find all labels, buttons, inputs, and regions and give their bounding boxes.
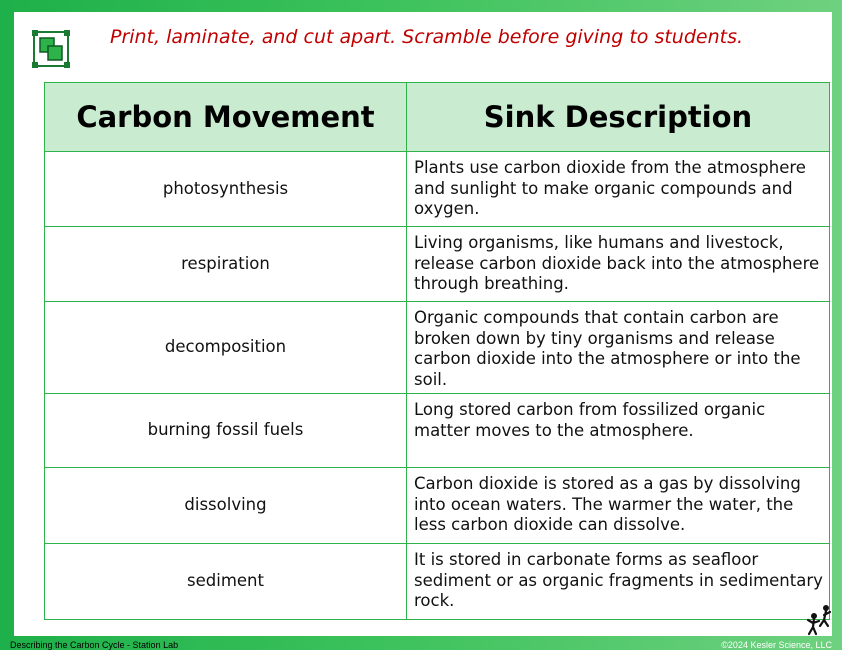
table-row: [45, 468, 830, 544]
table-row: [45, 544, 830, 620]
kesler-logo-icon: [32, 30, 70, 68]
table-row: [45, 394, 830, 468]
movement-cell: decomposition: [45, 302, 407, 394]
table-row: [45, 302, 830, 394]
column-header-carbon-movement: Carbon Movement: [45, 83, 407, 152]
footer-title: Describing the Carbon Cycle - Station Lab: [10, 640, 179, 650]
table-row: [45, 152, 830, 227]
carbon-sink-table: [44, 82, 830, 620]
table-row: [45, 227, 830, 302]
description-cell: Living organisms, like humans and livestock, release carbon dioxide back into the atmosphere through breathing.: [407, 227, 830, 302]
students-climbing-icon: [804, 604, 834, 636]
table-header-row: [45, 83, 830, 152]
description-cell: Plants use carbon dioxide from the atmosphere and sunlight to make organic compounds and oxygen.: [407, 152, 830, 227]
description-cell: Carbon dioxide is stored as a gas by dissolving into ocean waters. The warmer the water, the less carbon dioxide can dissolve.: [407, 468, 830, 544]
movement-cell: respiration: [45, 227, 407, 302]
description-cell: It is stored in carbonate forms as seafloor sediment or as organic fragments in sedimentary rock.: [407, 544, 830, 620]
movement-cell: dissolving: [45, 468, 407, 544]
movement-cell: photosynthesis: [45, 152, 407, 227]
description-cell: Long stored carbon from fossilized organic matter moves to the atmosphere.: [407, 394, 830, 468]
column-header-sink-description: Sink Description: [407, 83, 830, 152]
description-cell: Organic compounds that contain carbon are broken down by tiny organisms and release carbon dioxide into the atmosphere or into the soil.: [407, 302, 830, 394]
movement-cell: burning fossil fuels: [45, 394, 407, 468]
footer-copyright: ©2024 Kesler Science, LLC: [721, 640, 832, 650]
page-card: [14, 12, 832, 636]
instruction-text: Print, laminate, and cut apart. Scramble before giving to students.: [110, 26, 744, 48]
movement-cell: sediment: [45, 544, 407, 620]
